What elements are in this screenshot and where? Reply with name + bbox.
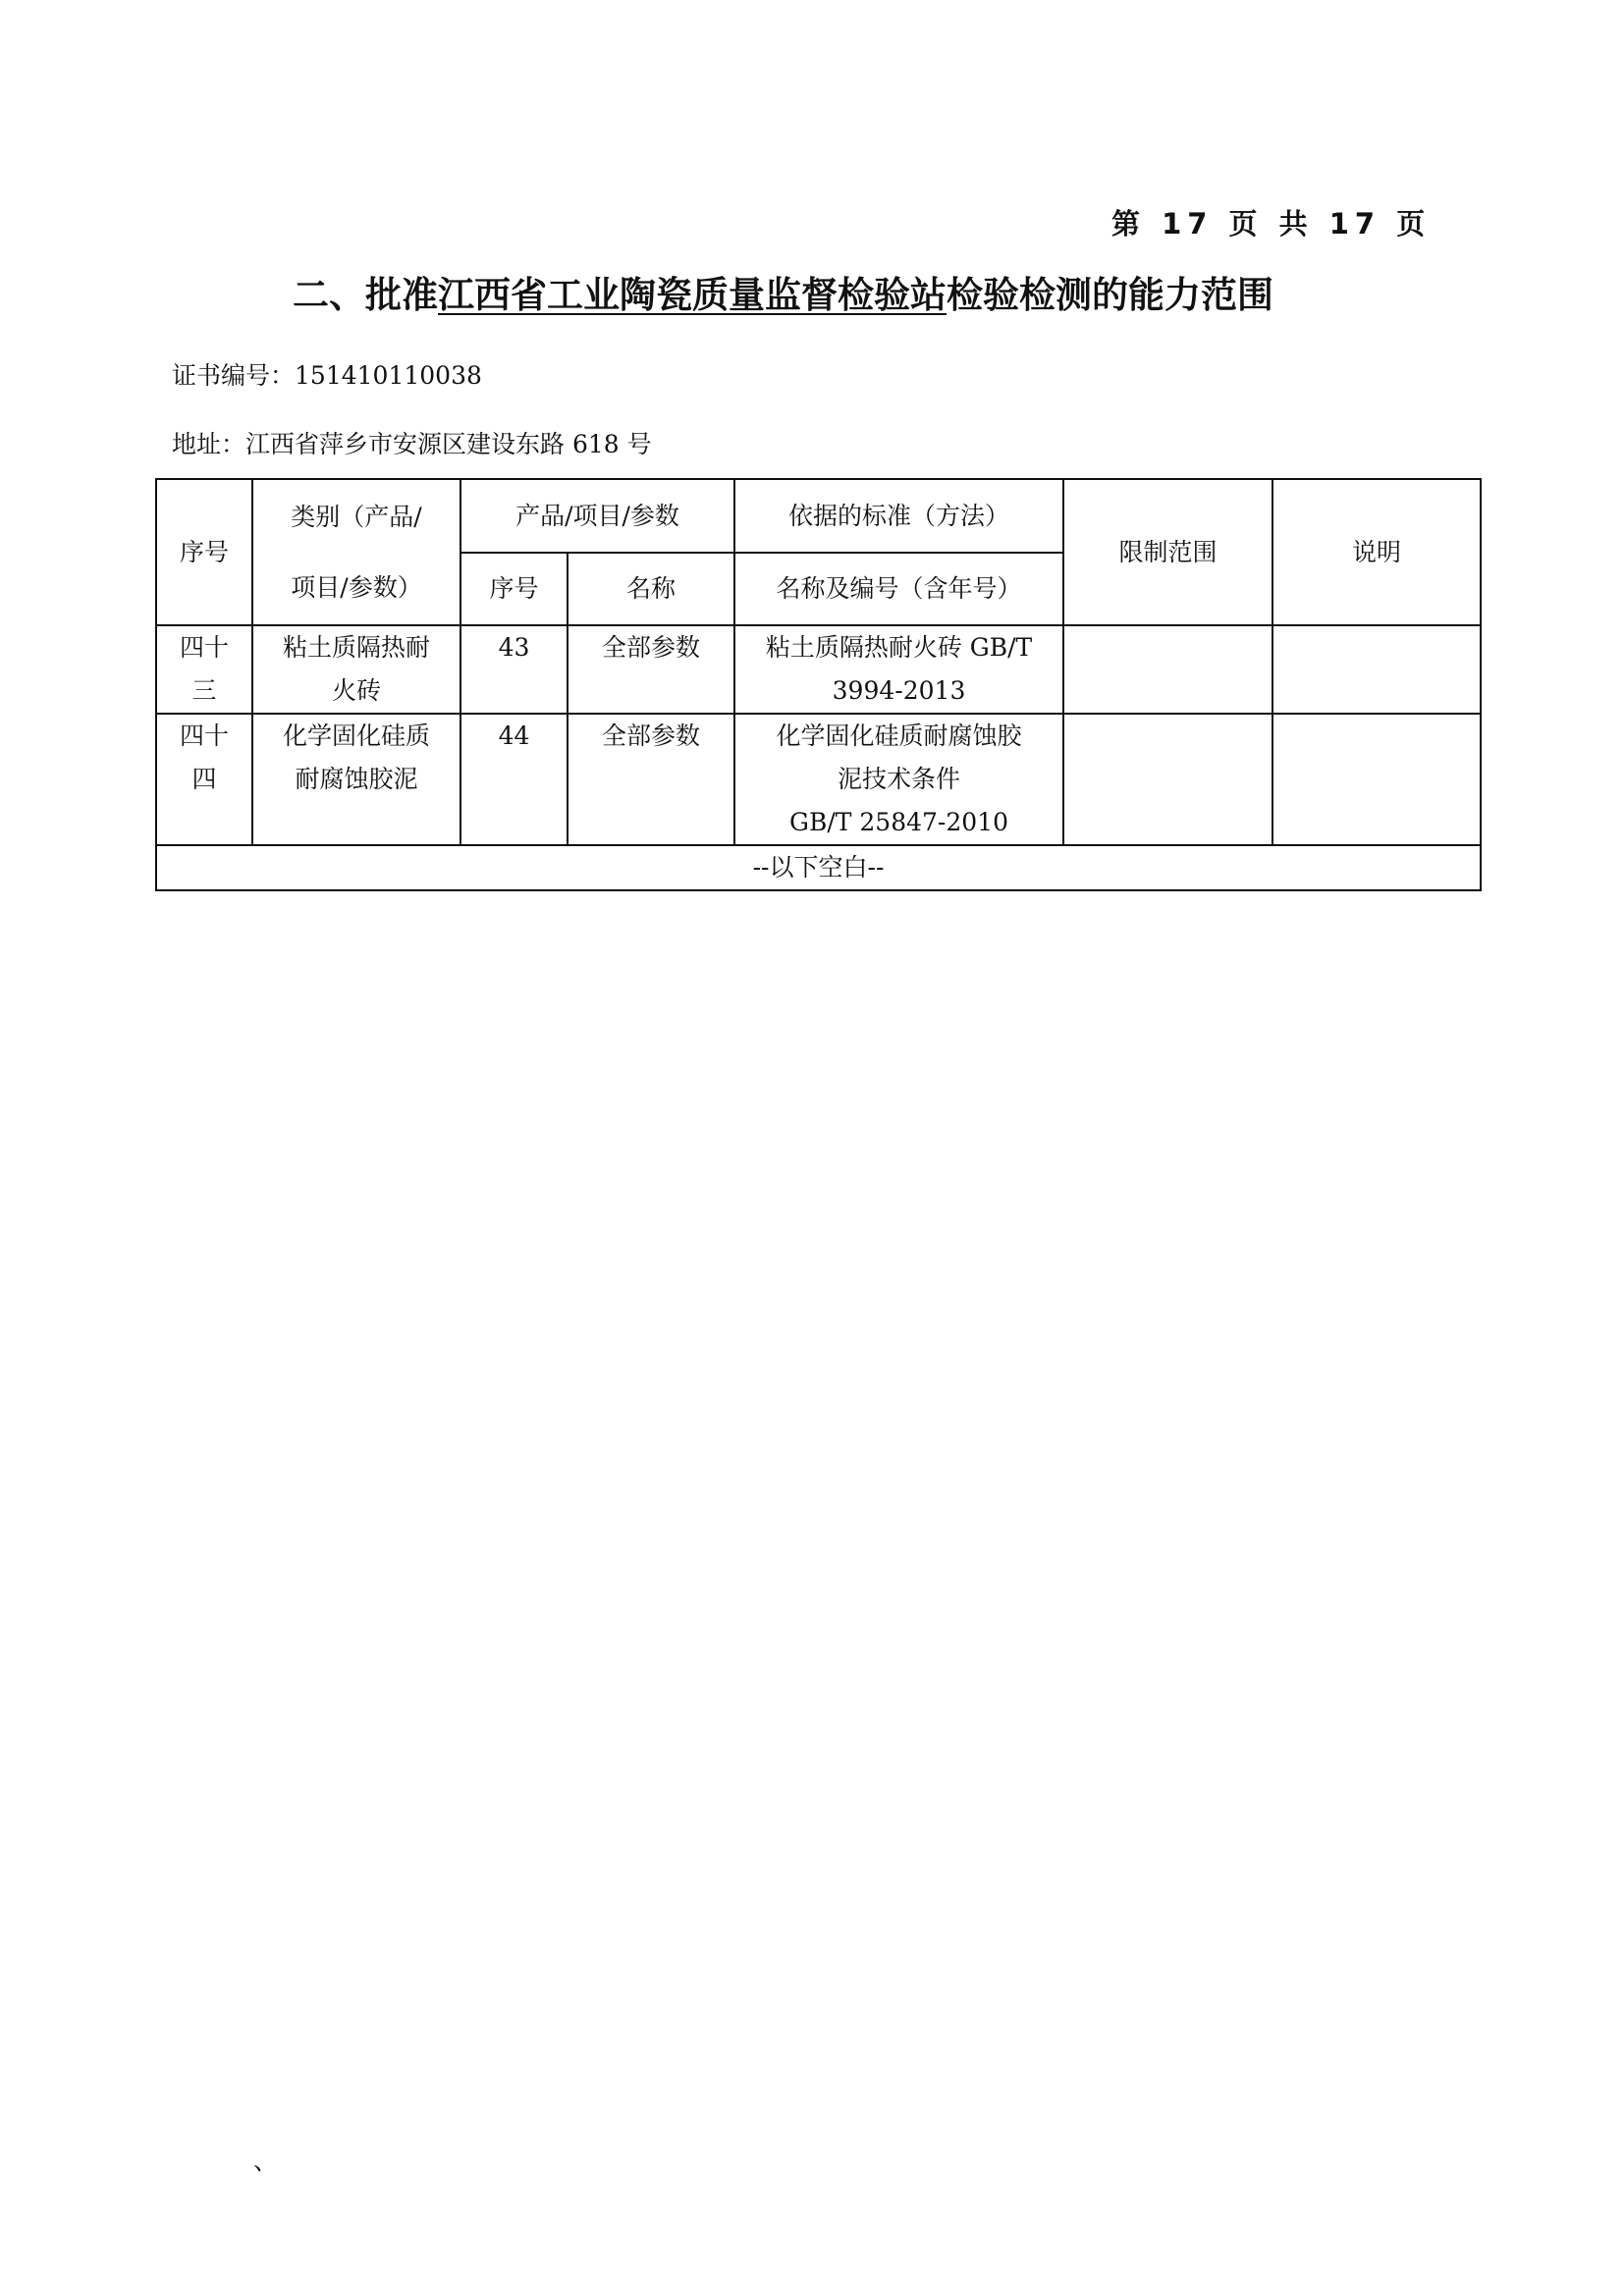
header-category: [252, 479, 460, 625]
row-standard: [734, 625, 1063, 714]
row-category-line2: 火砖: [331, 676, 381, 705]
row-product-seq: 44: [460, 714, 568, 845]
address-label: 地址：: [172, 430, 246, 458]
header-product-name: 名称: [568, 553, 734, 625]
blank-row: [156, 845, 1481, 890]
row-standard-line2: 3994-2013: [832, 676, 966, 705]
row-category: [252, 714, 460, 845]
row-note: [1272, 714, 1481, 845]
certificate-number: 151410110038: [295, 361, 482, 390]
row-category-line2: 耐腐蚀胶泥: [295, 765, 418, 793]
header-note: 说明: [1272, 479, 1481, 625]
row-category: [252, 625, 460, 714]
blank-note: --以下空白--: [156, 845, 1481, 890]
address-value: 江西省萍乡市安源区建设东路 618 号: [245, 430, 652, 458]
row-seq-line1: 四十: [179, 633, 229, 662]
row-product-name: 全部参数: [568, 714, 734, 845]
certificate-label: 证书编号：: [172, 361, 296, 390]
header-row: [156, 479, 1481, 553]
row-note: [1272, 625, 1481, 714]
row-seq: [156, 625, 252, 714]
row-standard: [734, 714, 1063, 845]
header-seq: 序号: [156, 479, 252, 625]
header-category-line2: 项目/参数）: [291, 573, 422, 602]
row-standard-line3: GB/T 25847-2010: [789, 808, 1009, 836]
title-suffix: 检验检测的能力范围: [947, 274, 1273, 316]
header-standard-bottom: 名称及编号（含年号）: [734, 553, 1063, 625]
page-title: [293, 265, 1373, 318]
header-category-line1: 类别（产品/: [291, 503, 422, 531]
certificate-line: [172, 356, 482, 392]
row-product-name: 全部参数: [568, 625, 734, 714]
header-product-group: 产品/项目/参数: [460, 479, 734, 553]
row-seq: [156, 714, 252, 845]
row-seq-line2: 四: [191, 765, 217, 793]
row-standard-line1: 粘土质隔热耐火砖 GB/T: [765, 633, 1033, 662]
row-category-line1: 粘土质隔热耐: [282, 633, 430, 662]
table-row: [156, 625, 1481, 714]
header-limit: 限制范围: [1063, 479, 1272, 625]
row-product-seq: 43: [460, 625, 568, 714]
organization-name: 江西省工业陶瓷质量监督检验站: [438, 274, 947, 316]
row-seq-line1: 四十: [179, 721, 229, 750]
header-product-seq: 序号: [460, 553, 568, 625]
address-line: [172, 425, 652, 460]
row-standard-line1: 化学固化硅质耐腐蚀胶: [776, 721, 1022, 750]
row-limit: [1063, 714, 1272, 845]
table-row: [156, 714, 1481, 845]
capability-table: [155, 478, 1482, 891]
row-seq-line2: 三: [191, 676, 217, 705]
row-limit: [1063, 625, 1272, 714]
title-prefix: 二、批准: [293, 274, 438, 316]
row-category-line1: 化学固化硅质: [282, 721, 430, 750]
footer-mark: 、: [253, 2147, 279, 2175]
row-standard-line2: 泥技术条件: [838, 765, 961, 793]
header-standard-top: 依据的标准（方法）: [734, 479, 1063, 553]
page-number: 第 17 页 共 17 页: [1111, 207, 1432, 240]
